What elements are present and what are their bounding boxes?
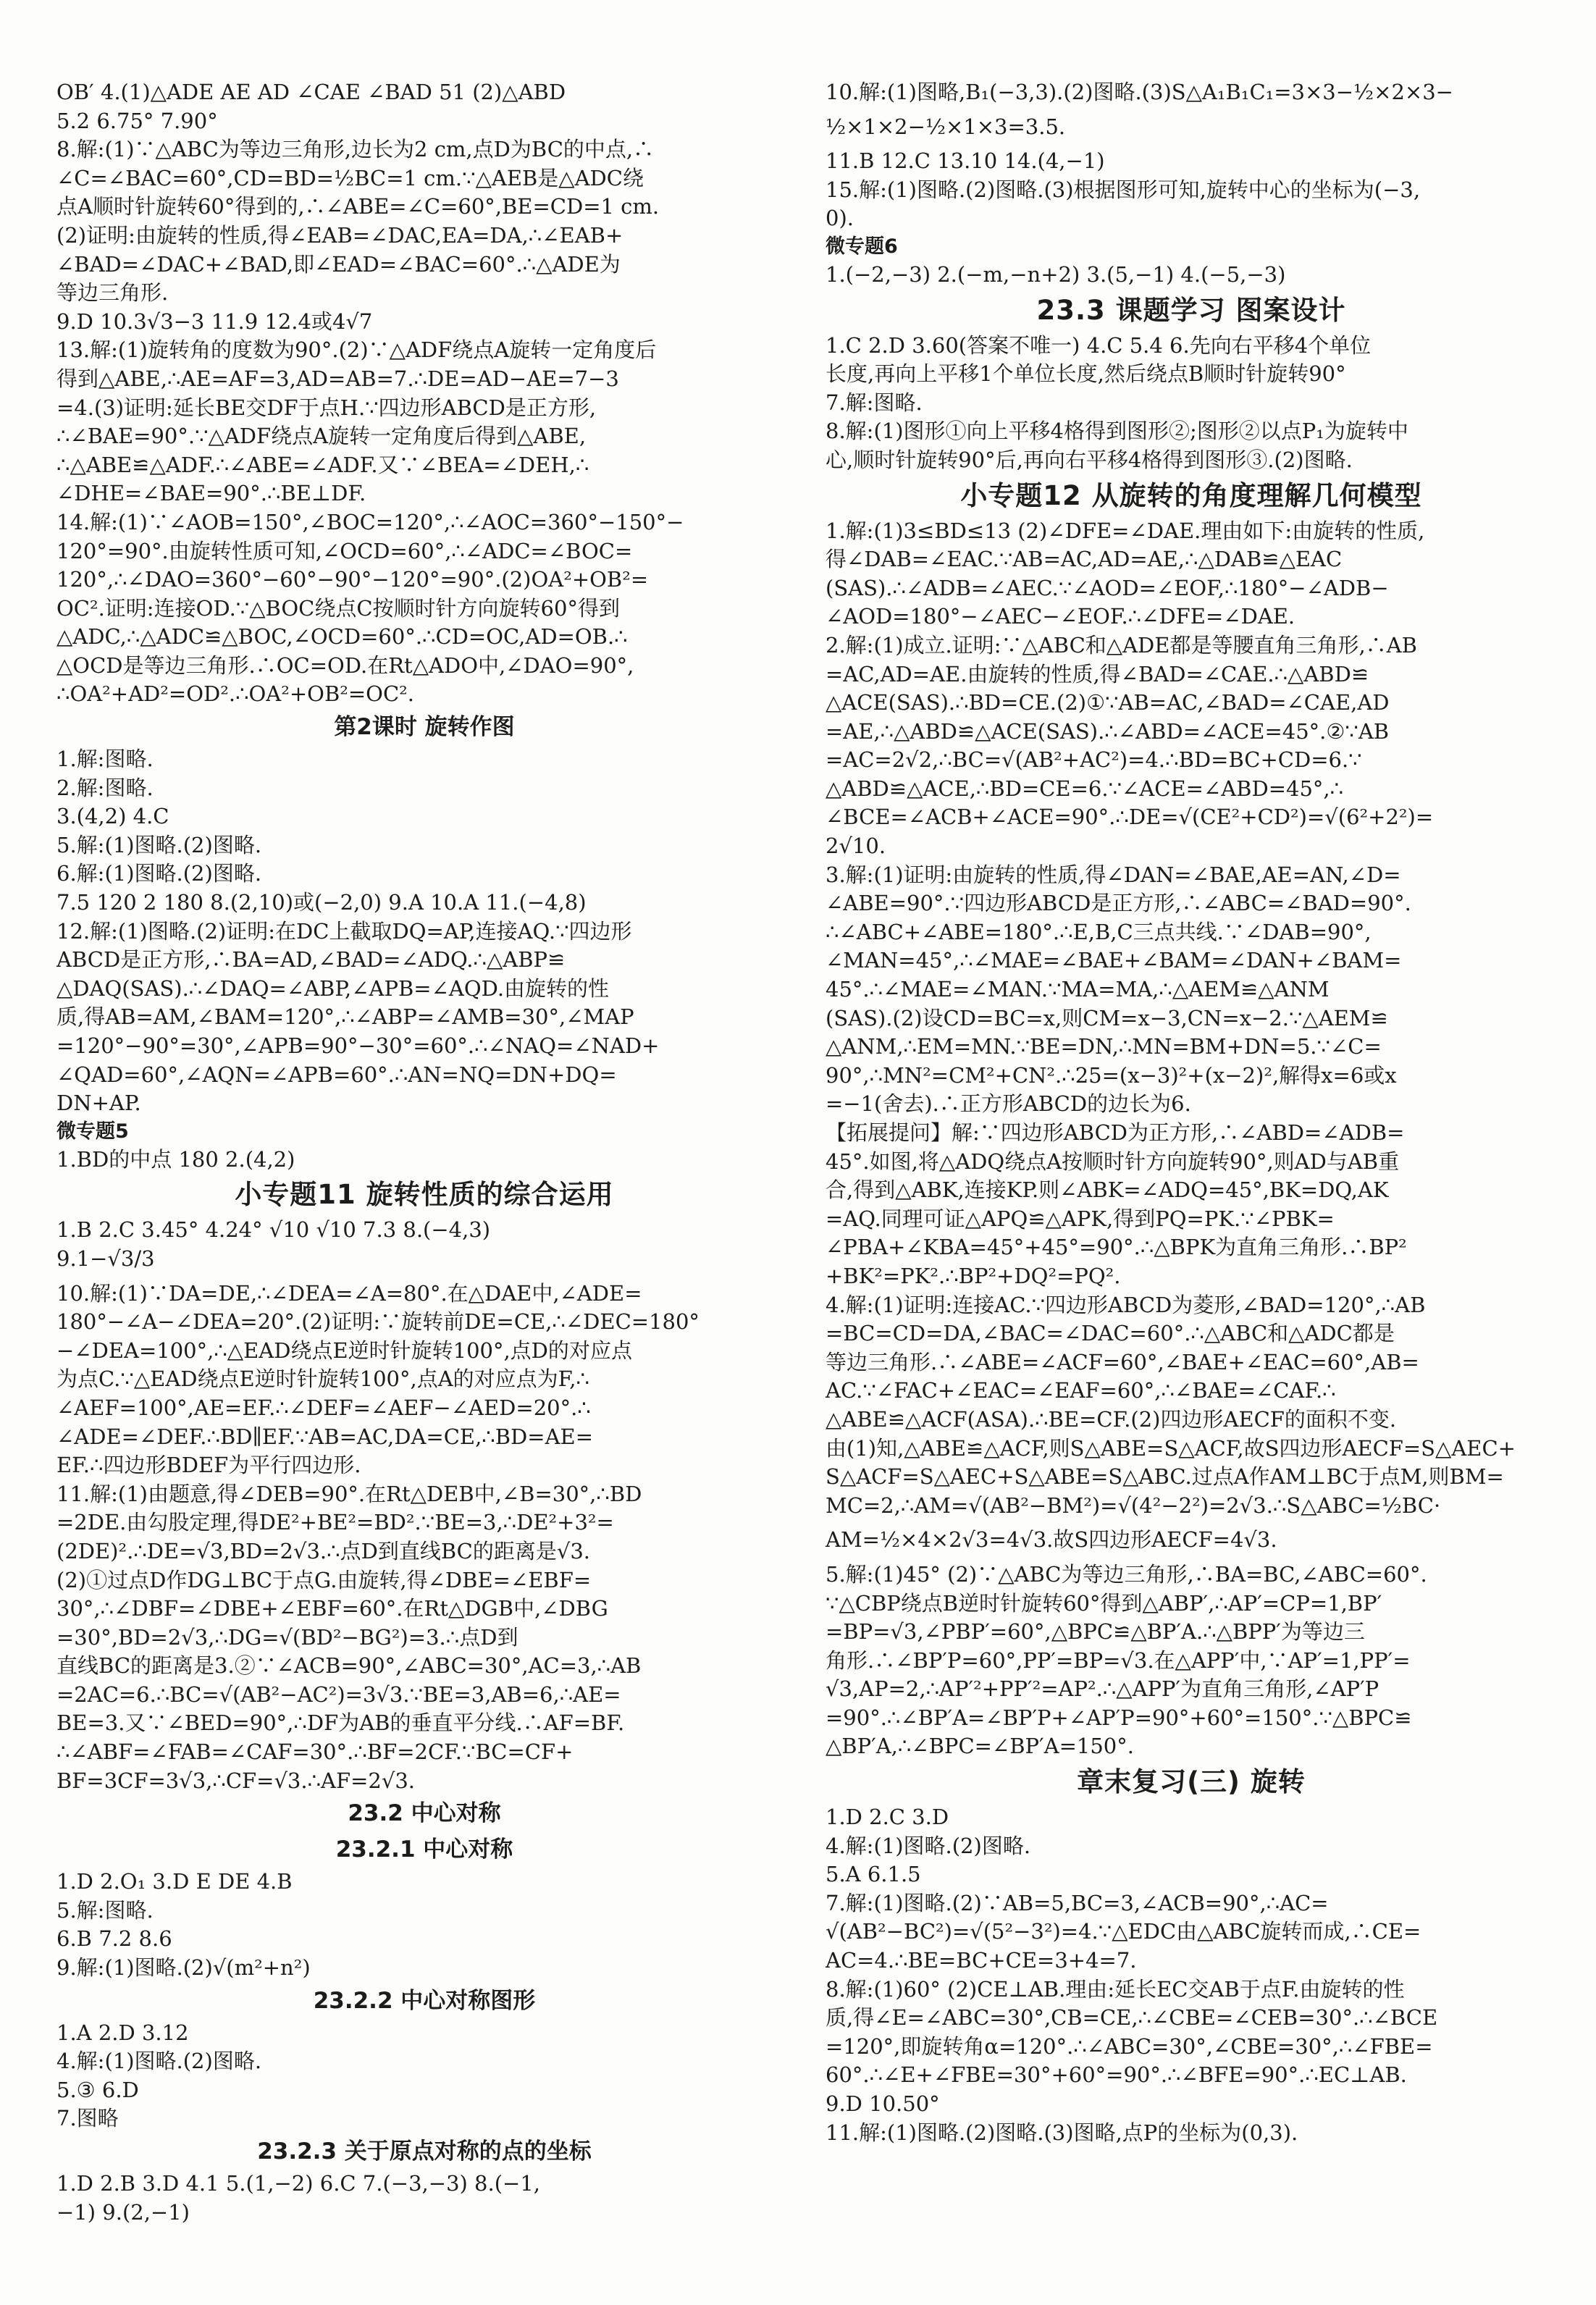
answer-line: BF=3CF=3√3,∴CF=√3.∴AF=2√3. bbox=[56, 1768, 416, 1793]
answer-line: ∵△CBP绕点B逆时针旋转60°得到△ABP′,∴AP′=CP=1,BP′ bbox=[826, 1590, 1382, 1616]
answer-line: 30°,∴∠DBF=∠DBE+∠EBF=60°.在Rt△DGB中,∠DBG bbox=[56, 1596, 608, 1621]
left-column bbox=[56, 78, 792, 2227]
answer-line: 120°=90°.由旋转性质可知,∠OCD=60°,∴∠ADC=∠BOC= bbox=[56, 538, 633, 563]
answer-line: √(AB²−BC²)=√(5²−3²)=4.∵△EDC由△ABC旋转而成,∴CE= bbox=[826, 1919, 1421, 1944]
answer-line: 11.解:(1)图略.(2)图略.(3)图略,点P的坐标为(0,3). bbox=[826, 2120, 1298, 2145]
answer-line: 得∠DAB=∠EAC.∵AB=AC,AD=AE,∴△DAB≌△EAC bbox=[826, 547, 1343, 572]
answer-line: 1.D 2.C 3.D bbox=[826, 1805, 949, 1830]
answer-line: =30°,BD=2√3,∴DG=√(BD²−BG²)=3.∴点D到 bbox=[56, 1624, 518, 1650]
answer-line: 1.D 2.B 3.D 4.1 5.(1,−2) 6.C 7.(−3,−3) 8.(−1, bbox=[56, 2171, 541, 2196]
answer-line: 7.5 120 2 180 8.(2,10)或(−2,0) 9.A 10.A 11.(−4,8) bbox=[56, 890, 587, 915]
answer-line: ∠DHE=∠BAE=90°.∴BE⊥DF. bbox=[56, 481, 366, 506]
answer-line: (2)证明:由旋转的性质,得∠EAB=∠DAC,EA=DA,∴∠EAB+ bbox=[56, 222, 623, 248]
answer-line: 9.1−√3/3 bbox=[56, 1246, 155, 1271]
answer-line: 2√10. bbox=[826, 834, 886, 859]
answer-line: 4.解:(1)图略.(2)图略. bbox=[56, 2049, 262, 2074]
answer-line: 3.(4,2) 4.C bbox=[56, 804, 169, 829]
answer-line: 2.解:图略. bbox=[56, 775, 154, 800]
subsection-heading: 23.2.2 中心对称图形 bbox=[313, 1987, 536, 2014]
answer-line: =AC,AD=AE.由旋转的性质,得∠BAD=∠CAE.∴△ABD≌ bbox=[826, 661, 1369, 687]
left-spacer bbox=[56, 1274, 792, 1280]
answer-line: 2.解:(1)成立.证明:∵△ABC和△ADE都是等腰直角三角形,∴AB bbox=[826, 632, 1417, 658]
answer-line: 长度,再向上平移1个单位长度,然后绕点B顺时针旋转90° bbox=[826, 361, 1346, 387]
answer-line: 12.解:(1)图略.(2)证明:在DC上截取DQ=AP,连接AQ.∵四边形 bbox=[56, 918, 632, 944]
answer-line: △ACE(SAS).∴BD=CE.(2)①∵AB=AC,∠BAD=∠CAE,AD bbox=[826, 690, 1390, 715]
answer-line: 180°−∠A−∠DEA=20°.(2)证明:∵旋转前DE=CE,∴∠DEC=180° bbox=[56, 1309, 700, 1335]
answer-line: =−1(舍去).∴正方形ABCD的边长为6. bbox=[826, 1091, 1191, 1117]
answer-line: 8.解:(1)图形①向上平移4格得到图形②;图形②以点P₁为旋转中 bbox=[826, 419, 1408, 444]
answer-line: √3,AP=2,∴AP′²+PP′²=AP².∴△APP′为直角三角形,∠AP′P bbox=[826, 1676, 1379, 1702]
answer-line: 5.A 6.1.5 bbox=[826, 1862, 921, 1887]
micro-topic-label: 微专题5 bbox=[56, 1120, 129, 1143]
answer-line: 6.B 7.2 8.6 bbox=[56, 1926, 172, 1952]
answer-line: 得到△ABE,∴AE=AF=3,AD=AB=7.∴DE=AD−AE=7−3 bbox=[56, 366, 619, 391]
answer-line: 7.图略 bbox=[56, 2106, 119, 2131]
answer-line: ∠ABE=90°.∵四边形ABCD是正方形,∴∠ABC=∠BAD=90°. bbox=[826, 891, 1411, 916]
answer-line: 5.解:图略. bbox=[56, 1897, 154, 1923]
section-heading: 小专题12 从旋转的角度理解几何模型 bbox=[960, 479, 1422, 511]
answer-line: △ANM,∴EM=MN.∵BE=DN,∴MN=BM+DN=5.∵∠C= bbox=[826, 1034, 1382, 1059]
answer-line: 8.解:(1)∵△ABC为等边三角形,边长为2 cm,点D为BC的中点,∴ bbox=[56, 137, 655, 162]
right-spacer bbox=[826, 1555, 1557, 1561]
answer-line: (SAS).∴∠ADB=∠AEC.∵∠AOD=∠EOF,∴180°−∠ADB− bbox=[826, 575, 1389, 600]
answer-line: 15.解:(1)图略.(2)图略.(3)根据图形可知,旋转中心的坐标为(−3, bbox=[826, 177, 1421, 202]
answer-line: 质,得∠E=∠ABC=30°,CB=CE,∴∠CBE=∠CEB=30°.∴∠BCE bbox=[826, 2005, 1438, 2031]
right-spacer bbox=[826, 1520, 1557, 1526]
answer-line: 3.解:(1)证明:由旋转的性质,得∠DAN=∠BAE,AE=AN,∠D= bbox=[826, 862, 1401, 887]
answer-line: △ABD≌△ACE,∴BD=CE=6.∵∠ACE=∠ABD=45°,∴ bbox=[826, 776, 1344, 801]
answer-line: 11.解:(1)由题意,得∠DEB=90°.在Rt△DEB中,∠B=30°,∴BD bbox=[56, 1481, 642, 1506]
answer-line: =BC=CD=DA,∠BAC=∠DAC=60°.∴△ABC和△ADC都是 bbox=[826, 1321, 1395, 1346]
micro-topic-label: 微专题6 bbox=[826, 235, 898, 258]
answer-line: 60°.∴∠E+∠FBE=30°+60°=90°.∴∠BFE=90°.∴EC⊥AB. bbox=[826, 2062, 1407, 2088]
answer-line: =BP=√3,∠PBP′=60°,△BPC≌△BP′A.∴△BPP′为等边三 bbox=[826, 1619, 1365, 1645]
answer-line: OC².证明:连接OD.∵△BOC绕点C按顺时针方向旋转60°得到 bbox=[56, 595, 620, 621]
answer-line: ∴OA²+AD²=OD².∴OA²+OB²=OC². bbox=[56, 681, 414, 707]
answer-line: =AQ.同理可证△APQ≌△APK,得到PQ=PK.∵∠PBK= bbox=[826, 1206, 1335, 1231]
answer-line: 心,顺时针旋转90°后,再向右平移4格得到图形③.(2)图略. bbox=[826, 447, 1353, 472]
answer-line: ∠MAN=45°,∴∠MAE=∠BAE+∠BAM=∠DAN+∠BAM= bbox=[826, 948, 1402, 973]
answer-line: ∠QAD=60°,∠AQN=∠APB=60°.∴AN=NQ=DN+DQ= bbox=[56, 1062, 617, 1087]
answer-line: 13.解:(1)旋转角的度数为90°.(2)∵△ADF绕点A旋转一定角度后 bbox=[56, 337, 657, 363]
answer-line: OB′ 4.(1)△ADE AE AD ∠CAE ∠BAD 51 (2)△ABD bbox=[56, 80, 566, 104]
answer-line: AC=4.∴BE=BC+CE=3+4=7. bbox=[826, 1948, 1137, 1973]
answer-line: AC.∵∠FAC+∠EAC=∠EAF=60°,∴∠BAE=∠CAF.∴ bbox=[826, 1378, 1336, 1403]
answer-line: 7.解:(1)图略.(2)∵AB=5,BC=3,∠ACB=90°,∴AC= bbox=[826, 1890, 1329, 1915]
answer-line: ∠C=∠BAC=60°,CD=BD=½BC=1 cm.∵△AEB是△ADC绕 bbox=[56, 165, 644, 190]
answer-line: BE=3.又∵∠BED=90°,∴DF为AB的垂直平分线.∴AF=BF. bbox=[56, 1710, 625, 1736]
section-heading: 23.3 课题学习 图案设计 bbox=[1036, 294, 1346, 326]
answer-line: −∠DEA=100°,∴△EAD绕点E逆时针旋转100°,点D的对应点 bbox=[56, 1338, 632, 1363]
answer-line: ½×1×2−½×1×3=3.5. bbox=[826, 114, 1066, 139]
answer-line: 90°,∴MN²=CM²+CN².∴25=(x−3)²+(x−2)²,解得x=6或x bbox=[826, 1062, 1397, 1088]
subsection-heading: 第2课时 旋转作图 bbox=[334, 714, 515, 741]
answer-line: 1.D 2.O₁ 3.D E DE 4.B bbox=[56, 1869, 293, 1894]
answer-line: 1.B 2.C 3.45° 4.24° √10 √10 7.3 8.(−4,3) bbox=[56, 1217, 491, 1243]
answer-line: 9.D 10.50° bbox=[826, 2091, 940, 2116]
answer-line: 10.解:(1)图略,B₁(−3,3).(2)图略.(3)S△A₁B₁C₁=3×3−½×2×3− bbox=[826, 80, 1453, 104]
answer-line: (2)①过点D作DG⊥BC于点G.由旋转,得∠DBE=∠EBF= bbox=[56, 1567, 592, 1592]
answer-line: S△ACF=S△AEC+S△ABE=S△ABC.过点A作AM⊥BC于点M,则BM= bbox=[826, 1464, 1504, 1490]
answer-line: △ABE≌△ACF(ASA).∴BE=CF.(2)四边形AECF的面积不变. bbox=[826, 1406, 1397, 1432]
subsection-heading: 23.2.3 关于原点对称的点的坐标 bbox=[257, 2138, 592, 2165]
answer-line: △ADC,∴△ADC≌△BOC,∠OCD=60°.∴CD=OC,AD=OB.∴ bbox=[56, 624, 628, 650]
answer-line: 5.解:(1)图略.(2)图略. bbox=[56, 832, 262, 857]
subsection-heading: 23.2 中心对称 bbox=[348, 1800, 501, 1827]
answer-line: 由(1)知,△ABE≌△ACF,则S△ABE=S△ACF,故S四边形AECF=S△AEC+ bbox=[826, 1435, 1516, 1461]
answer-line: 合,得到△ABK,连接KP.则∠ABK=∠ADQ=45°,BK=DQ,AK bbox=[826, 1177, 1389, 1203]
answer-line: 1.解:图略. bbox=[56, 747, 154, 772]
answer-line: (2DE)².∴DE=√3,BD=2√3.∴点D到直线BC的距离是√3. bbox=[56, 1538, 591, 1563]
answer-line: 角形.∴∠BP′P=60°,PP′=BP=√3.在△APP′中,∵AP′=1,PP′= bbox=[826, 1647, 1411, 1673]
section-heading: 小专题11 旋转性质的综合运用 bbox=[235, 1179, 614, 1211]
answer-line: MC=2,∴AM=√(AB²−BM²)=√(4²−2²)=2√3.∴S△ABC=½BC· bbox=[826, 1492, 1441, 1518]
answer-line: =2DE.由勾股定理,得DE²+BE²=BD².∵BE=3,∴DE²+3²= bbox=[56, 1510, 614, 1535]
answer-line: 4.解:(1)图略.(2)图略. bbox=[826, 1833, 1031, 1858]
answer-line: =90°.∴∠BP′A=∠BP′P+∠AP′P=90°+60°=150°.∵△BPC≌ bbox=[826, 1705, 1412, 1730]
answer-line: ∠BCE=∠ACB+∠ACE=90°.∴DE=√(CE²+CD²)=√(6²+2²)= bbox=[826, 805, 1434, 830]
answer-line: 11.B 12.C 13.10 14.(4,−1) bbox=[826, 148, 1105, 174]
answer-line: −1) 9.(2,−1) bbox=[56, 2199, 190, 2225]
answer-line: =AC=2√2,∴BC=√(AB²+AC²)=4.∴BD=BC+CD=6.∵ bbox=[826, 747, 1362, 773]
answer-line: 4.解:(1)证明:连接AC.∵四边形ABCD为菱形,∠BAD=120°,∴AB bbox=[826, 1292, 1426, 1317]
answer-line: 为点C.∵△EAD绕点E逆时针旋转100°,点A的对应点为F,∴ bbox=[56, 1366, 589, 1392]
answer-line: 【拓展提问】解:∵四边形ABCD为正方形,∴∠ABD=∠ADB= bbox=[826, 1120, 1405, 1145]
subsection-heading: 23.2.1 中心对称 bbox=[335, 1836, 513, 1863]
answer-line: ∠BAD=∠DAC+∠BAD,即∠EAD=∠BAC=60°.∴△ADE为 bbox=[56, 251, 621, 277]
answer-line: 45°.∴∠MAE=∠MAN.∵MA=MA,∴△AEM≌△ANM bbox=[826, 977, 1330, 1002]
answer-line: 等边三角形.∴∠ABE=∠ACF=60°,∠BAE+∠EAC=60°,AB= bbox=[826, 1349, 1419, 1374]
answer-line: 1.C 2.D 3.60(答案不唯一) 4.C 5.4 6.先向右平移4个单位 bbox=[826, 332, 1372, 358]
answer-line: ∴∠ABC+∠ABE=180°.∴E,B,C三点共线.∵∠DAB=90°, bbox=[826, 919, 1372, 944]
right-spacer bbox=[826, 141, 1557, 147]
answer-line: +BK²=PK².∴BP²+DQ²=PQ². bbox=[826, 1263, 1121, 1288]
right-column bbox=[826, 78, 1557, 2147]
answer-line: 14.解:(1)∵∠AOB=150°,∠BOC=120°,∴∠AOC=360°−150°− bbox=[56, 509, 684, 534]
answer-line: ABCD是正方形,∴BA=AD,∠BAD=∠ADQ.∴△ABP≌ bbox=[56, 947, 566, 973]
answer-line: 质,得AB=AM,∠BAM=120°,∴∠ABP=∠AMB=30°,∠MAP bbox=[56, 1004, 634, 1030]
answer-line: 点A顺时针旋转60°得到的,∴∠ABE=∠C=60°,BE=CD=1 cm. bbox=[56, 194, 660, 219]
answer-line: AM=½×4×2√3=4√3.故S四边形AECF=4√3. bbox=[826, 1527, 1277, 1553]
answer-line: ∠AOD=180°−∠AEC−∠EOF.∴∠DFE=∠DAE. bbox=[826, 604, 1295, 629]
answer-line: 等边三角形. bbox=[56, 280, 169, 306]
answer-line: 7.解:图略. bbox=[826, 390, 923, 415]
answer-line: EF.∴四边形BDEF为平行四边形. bbox=[56, 1453, 361, 1478]
answer-line: △BP′A,∴∠BPC=∠BP′A=150°. bbox=[826, 1734, 1134, 1759]
answer-line: 1.BD的中点 180 2.(4,2) bbox=[56, 1146, 295, 1172]
answer-line: 120°,∴∠DAO=360°−60°−90°−120°=90°.(2)OA²+OB²= bbox=[56, 567, 649, 592]
answer-line: =120°−90°=30°,∠APB=90°−30°=60°.∴∠NAQ=∠NAD+ bbox=[56, 1033, 660, 1058]
answer-line: 5.解:(1)45° (2)∵△ABC为等边三角形,∴BA=BC,∠ABC=60°. bbox=[826, 1561, 1427, 1587]
right-spacer bbox=[826, 107, 1557, 113]
answer-line: 9.D 10.3√3−3 11.9 12.4或4√7 bbox=[56, 308, 373, 334]
answer-line: 10.解:(1)∵DA=DE,∴∠DEA=∠A=80°.在△DAE中,∠ADE= bbox=[56, 1280, 642, 1306]
answer-line: (SAS).(2)设CD=BC=x,则CM=x−3,CN=x−2.∵△AEM≌ bbox=[826, 1005, 1388, 1030]
answer-line: 1.解:(1)3≤BD≤13 (2)∠DFE=∠DAE.理由如下:由旋转的性质, bbox=[826, 518, 1425, 543]
answer-line: 0). bbox=[826, 206, 854, 231]
answer-line: ∴∠ABF=∠FAB=∠CAF=30°.∴BF=2CF.∵BC=CF+ bbox=[56, 1739, 574, 1765]
answer-line: ∴∠BAE=90°.∵△ADF绕点A旋转一定角度后得到△ABE, bbox=[56, 424, 587, 449]
answer-line: 直线BC的距离是3.②∵∠ACB=90°,∠ABC=30°,AC=3,∴AB bbox=[56, 1653, 642, 1679]
answer-line: =120°,即旋转角α=120°.∴∠ABC=30°,∠CBE=30°,∴∠FBE= bbox=[826, 2033, 1433, 2059]
answer-line: 9.解:(1)图略.(2)√(m²+n²) bbox=[56, 1955, 311, 1981]
answer-line: △DAQ(SAS).∴∠DAQ=∠ABP,∠APB=∠AQD.由旋转的性 bbox=[56, 975, 610, 1001]
answer-line: △OCD是等边三角形.∴OC=OD.在Rt△ADO中,∠DAO=90°, bbox=[56, 652, 634, 678]
answer-line: 6.解:(1)图略.(2)图略. bbox=[56, 861, 262, 886]
answer-line: 45°.如图,将△ADQ绕点A按顺时针方向旋转90°,则AD与AB重 bbox=[826, 1149, 1400, 1174]
answer-line: ∠AEF=100°,AE=EF.∴∠DEF=∠AEF−∠AED=20°.∴ bbox=[56, 1395, 591, 1420]
answer-line: 1.A 2.D 3.12 bbox=[56, 2020, 189, 2045]
answer-line: 1.(−2,−3) 2.(−m,−n+2) 3.(5,−1) 4.(−5,−3) bbox=[826, 261, 1286, 287]
answer-line: ∠PBA+∠KBA=45°+45°=90°.∴△BPK为直角三角形.∴BP² bbox=[826, 1235, 1407, 1260]
answer-line: ∠ADE=∠DEF.∴BD∥EF.∵AB=AC,DA=CE,∴BD=AE= bbox=[56, 1424, 594, 1449]
answer-line: 8.解:(1)60° (2)CE⊥AB.理由:延长EC交AB于点F.由旋转的性 bbox=[826, 1976, 1405, 2002]
answer-line: 5.③ 6.D bbox=[56, 2077, 139, 2102]
answer-line: =AE,∴△ABD≌△ACE(SAS).∴∠ABD=∠ACE=45°.②∵AB bbox=[826, 718, 1390, 744]
answer-line: =4.(3)证明:延长BE交DF于点H.∵四边形ABCD是正方形, bbox=[56, 395, 597, 420]
answer-line: =2AC=6.∴BC=√(AB²−AC²)=3√3.∵BE=3,AB=6,∴AE= bbox=[56, 1681, 621, 1707]
answer-line: ∴△ABE≌△ADF.∴∠ABE=∠ADF.又∵∠BEA=∠DEH,∴ bbox=[56, 452, 589, 477]
answer-line: 5.2 6.75° 7.90° bbox=[56, 108, 218, 133]
section-heading: 章末复习(三) 旋转 bbox=[1077, 1766, 1306, 1798]
answer-line: DN+AP. bbox=[56, 1091, 141, 1116]
